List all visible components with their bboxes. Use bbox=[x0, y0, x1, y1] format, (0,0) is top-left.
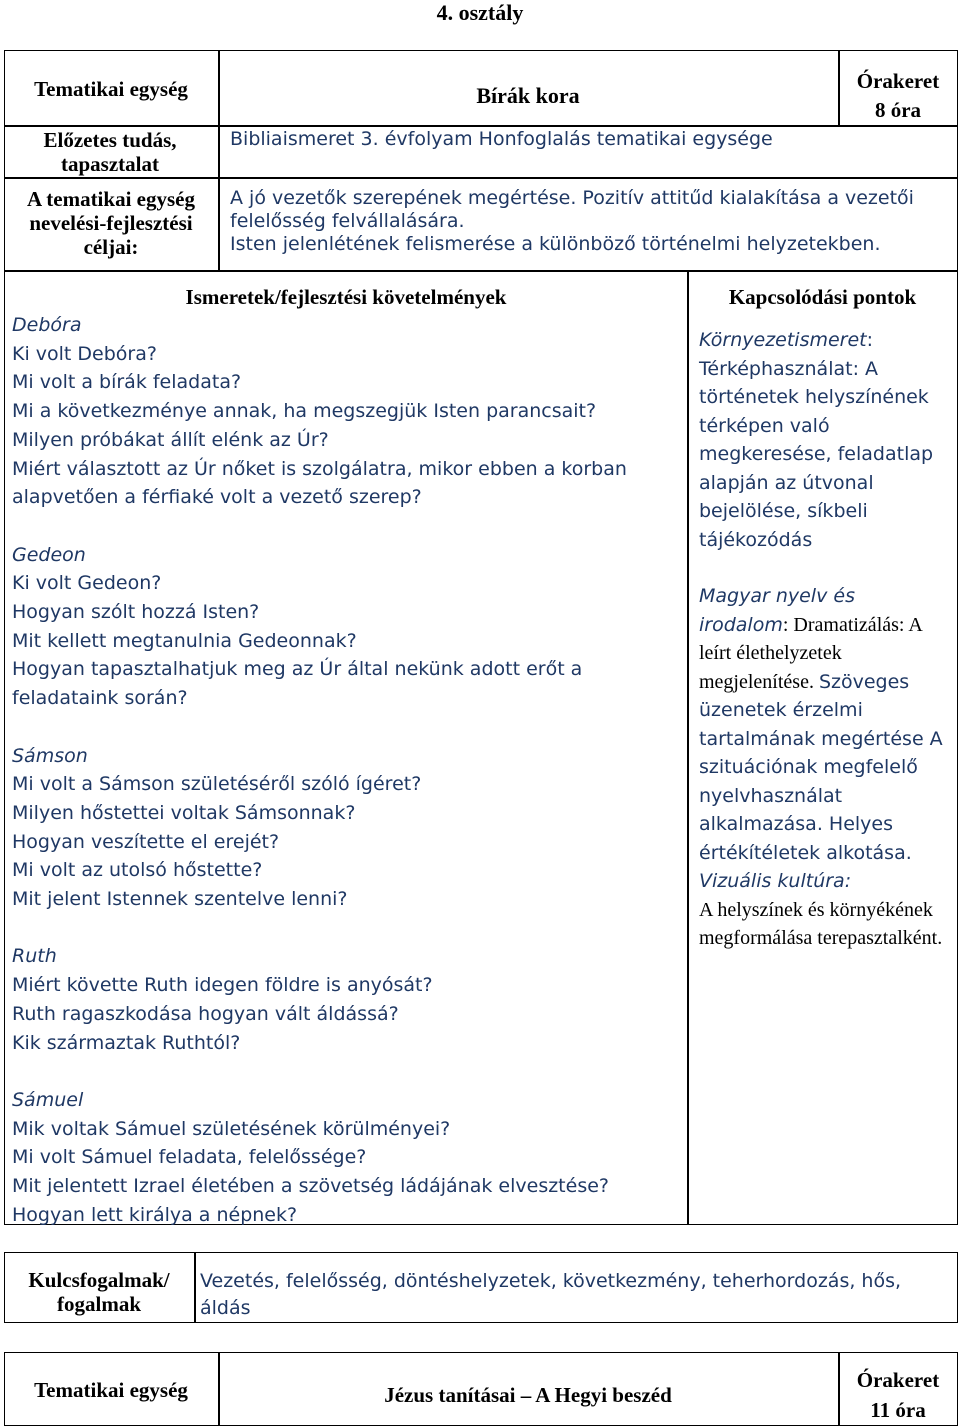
env-text: Térképhasználat: A történetek helyszínének térképen való megkeresése, feladatlap alapján az útvonal bejelölése, síkbeli tájékozódás bbox=[699, 357, 934, 551]
goals-text bbox=[230, 187, 950, 256]
lang-text-2: Szöveges üzenetek érzelmi tartalmának megértése A szituációnak megfelelő nyelvhasználat alkalmazása. Helyes értékítéletek alkotása. bbox=[699, 670, 943, 864]
question: Hogyan veszítette el erejét? bbox=[12, 830, 280, 853]
keywords-label: Kulcsfogalmak/ fogalmak bbox=[28, 1268, 170, 1316]
topic-title: Ruth bbox=[12, 945, 57, 968]
question: Miért követte Ruth idegen földre is anyósát? bbox=[12, 974, 433, 997]
unit2-hours-label: Órakeret bbox=[856, 1368, 940, 1392]
links-header: Kapcsolódási pontok bbox=[728, 285, 917, 309]
question: Ruth ragaszkodása hogyan vált áldássá? bbox=[12, 1002, 399, 1025]
question: Mi volt az utolsó hőstette? bbox=[12, 859, 263, 882]
question: Milyen hőstettei voltak Sámsonnak? bbox=[12, 801, 356, 824]
question: Mit kellett megtanulnia Gedeonnak? bbox=[12, 629, 357, 652]
env-label: Környezetismeret bbox=[699, 329, 867, 351]
prior-knowledge-text: Bibliaismeret 3. évfolyam Honfoglalás tematikai egysége bbox=[230, 128, 773, 150]
unit-title: Bírák kora bbox=[476, 83, 580, 108]
topic-title: Sámuel bbox=[12, 1088, 84, 1111]
visual-block: Vizuális kultúra: A helyszínek és környékének megformálása terepasztalként. bbox=[699, 870, 943, 949]
question: Ki volt Gedeon? bbox=[12, 572, 162, 595]
goals-line-2: Isten jelenlétének felismerése a különböző történelmi helyzetekben. bbox=[230, 233, 881, 255]
question: Mi volt Sámuel feladata, felelőssége? bbox=[12, 1146, 367, 1169]
question: Miért választott az Úr nőket is szolgálatra, mikor ebben a korban alapvetően a férfiaké volt a vezető szerep? bbox=[12, 457, 627, 509]
question: Mi a következménye annak, ha megszegjük Isten parancsait? bbox=[12, 400, 597, 423]
keywords-text: Vezetés, felelősség, döntéshelyzetek, következmény, teherhordozás, hős, áldás bbox=[200, 1270, 902, 1319]
visual-label: Vizuális kultúra bbox=[699, 870, 845, 892]
topic-block bbox=[12, 541, 672, 713]
goals-label: A tematikai egység nevelési-fejlesztési céljai: bbox=[27, 187, 195, 259]
question: Hogyan lett királya a népnek? bbox=[12, 1203, 298, 1226]
links-column bbox=[699, 326, 949, 953]
question: Kik származtak Ruthtól? bbox=[12, 1031, 241, 1054]
question: Hogyan szólt hozzá Isten? bbox=[12, 601, 260, 624]
topic-title: Sámson bbox=[12, 744, 88, 767]
question: Mi volt a bírák feladata? bbox=[12, 371, 242, 394]
grade-heading: 4. osztály bbox=[436, 0, 524, 25]
requirements-list bbox=[12, 311, 672, 1229]
topic-block bbox=[12, 311, 672, 512]
unit-label: Tematikai egység bbox=[34, 77, 188, 101]
question: Hogyan tapasztalhatjuk meg az Úr által nekünk adott erőt a feladataink során? bbox=[12, 658, 583, 710]
lang-block: Magyar nyelv és irodalom: Dramatizálás: A leírt élethelyzetek megjelenítése. Szöveges üzenetek érzelmi tartalmának megértése A szituációnak megfelelő nyelvhasználat alkalmazása. Helyes értékítéletek alkotása. bbox=[699, 585, 943, 864]
hours-value: 8 óra bbox=[874, 98, 922, 122]
topic-block bbox=[12, 942, 672, 1057]
question: Milyen próbákat állít elénk az Úr? bbox=[12, 428, 329, 451]
lang-text-1: Dramatizálás: A leírt élethelyzetek megjelenítése. bbox=[699, 613, 922, 693]
question: Mit jelent Istennek szentelve lenni? bbox=[12, 888, 348, 911]
env-block: Környezetismeret: Térképhasználat: A történetek helyszínének térképen való megkeresése, feladatlap alapján az útvonal bejelölése, síkbeli tájékozódás bbox=[699, 329, 934, 551]
hours-label: Órakeret bbox=[856, 69, 940, 93]
requirements-header: Ismeretek/fejlesztési követelmények bbox=[185, 285, 507, 309]
unit2-hours-value: 11 óra bbox=[870, 1398, 926, 1422]
question: Ki volt Debóra? bbox=[12, 342, 157, 365]
unit2-label: Tematikai egység bbox=[34, 1378, 188, 1402]
topic-title: Debóra bbox=[12, 314, 82, 336]
topic-block bbox=[12, 1086, 672, 1230]
lang-label: Magyar nyelv és irodalom bbox=[699, 585, 855, 636]
goals-line-1: A jó vezetők szerepének megértése. Pozitív attitűd kialakítása a vezetői felelősség felvállalására. bbox=[230, 187, 914, 232]
question: Mi volt a Sámson születéséről szóló ígéret? bbox=[12, 773, 422, 796]
topic-title: Gedeon bbox=[12, 543, 86, 566]
topic-block bbox=[12, 742, 672, 914]
question: Mit jelentett Izrael életében a szövetség ládájának elvesztése? bbox=[12, 1175, 609, 1198]
prior-knowledge-label: Előzetes tudás, tapasztalat bbox=[43, 128, 177, 176]
question: Mik voltak Sámuel születésének körülményei? bbox=[12, 1117, 451, 1140]
visual-text: A helyszínek és környékének megformálása terepasztalként. bbox=[699, 898, 943, 949]
unit2-title: Jézus tanításai – A Hegyi beszéd bbox=[384, 1383, 672, 1407]
